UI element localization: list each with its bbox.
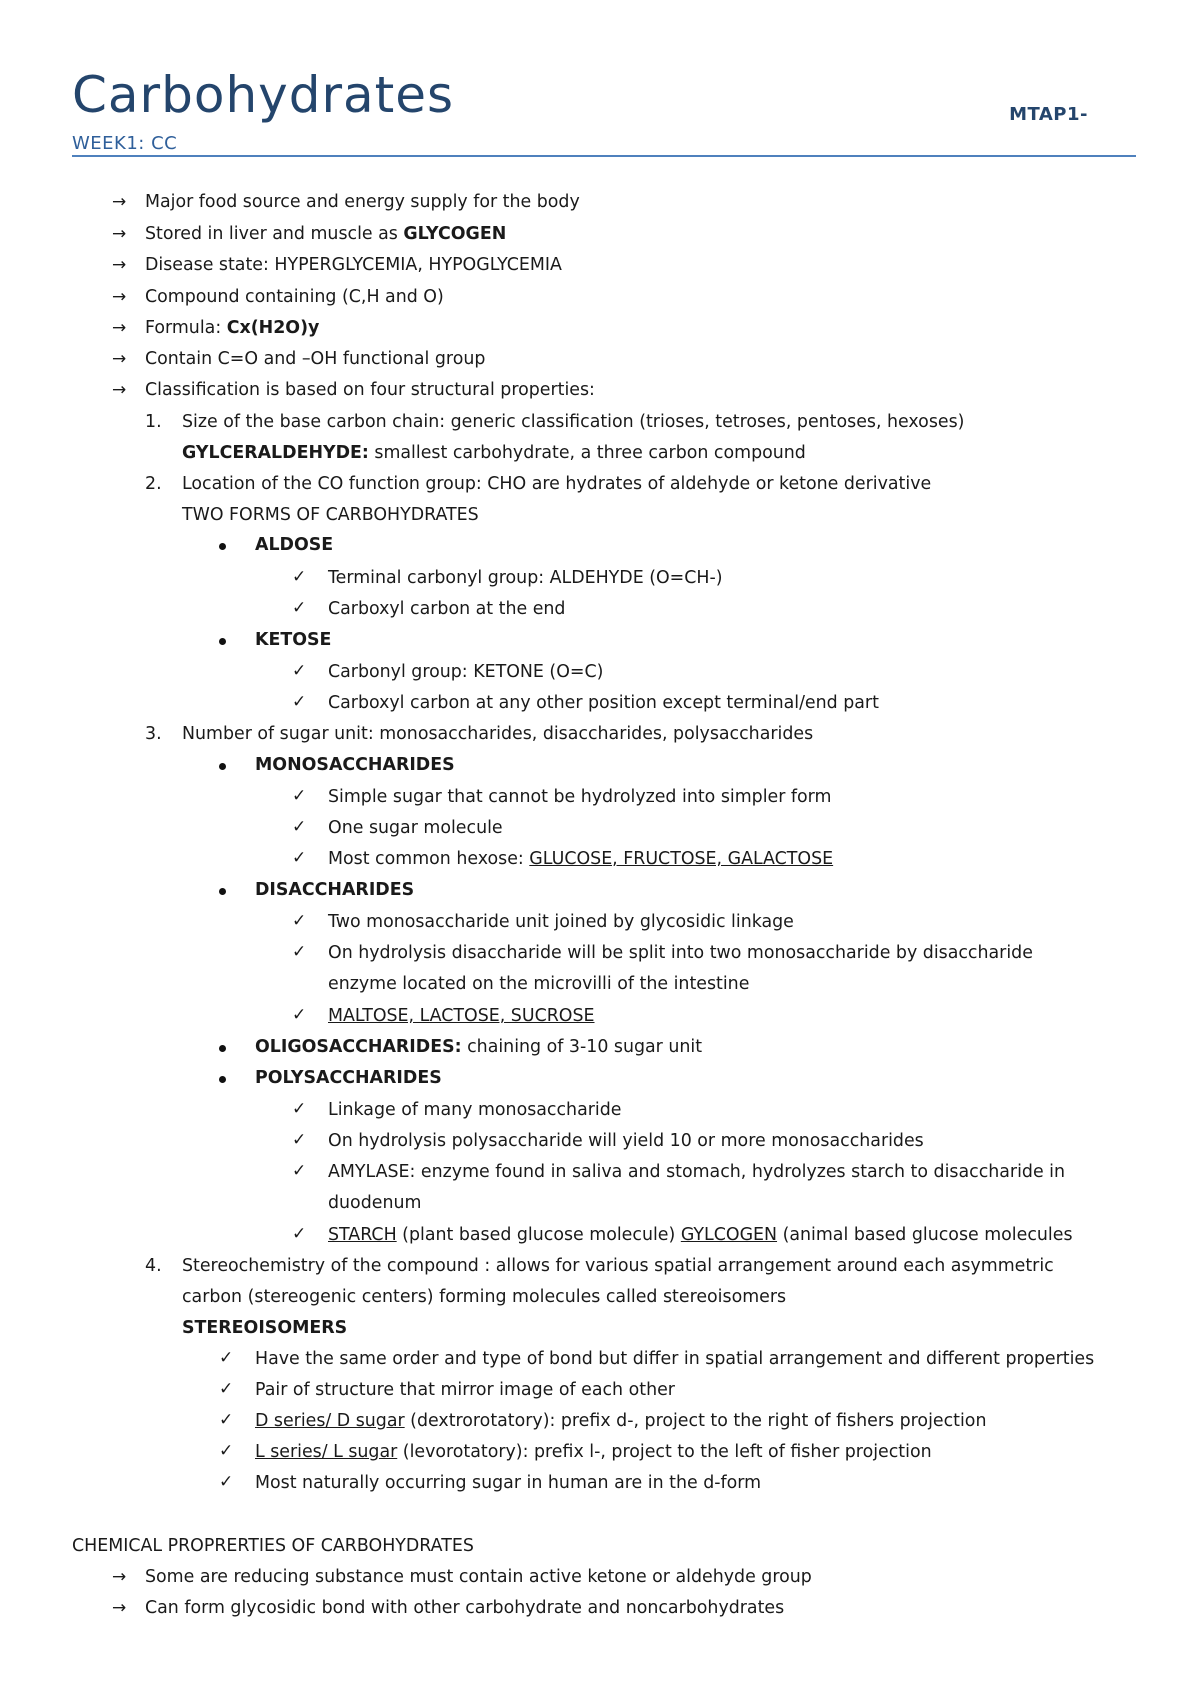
page-title: Carbohydrates [72,66,455,124]
intro-line: Disease state: HYPERGLYCEMIA, HYPOGLYCEMIA [145,255,562,275]
arrow-icon: → [112,318,127,338]
check-icon: ✓ [292,1224,307,1244]
bullet-icon [219,1076,226,1083]
bullet-icon [219,763,226,770]
d-series-term: D series/ D sugar [255,1411,405,1431]
list-number: 3. [145,724,162,744]
arrow-icon: → [112,380,127,400]
chemical-heading: CHEMICAL PROPRERTIES OF CARBOHYDRATES [72,1536,474,1556]
check-icon: ✓ [292,942,307,962]
mono-heading: MONOSACCHARIDES [255,755,455,775]
glyceraldehyde-term: GYLCERALDEHYDE: [182,443,369,463]
arrow-icon: → [112,1567,127,1587]
arrow-icon: → [112,1598,127,1618]
starch-text: (plant based glucose molecule) [396,1225,681,1245]
hexose-list: GLUCOSE, FRUCTOSE, GALACTOSE [529,849,834,869]
stereo-point: Most naturally occurring sugar in human are in the d-form [255,1473,762,1493]
stereo-point: Have the same order and type of bond but differ in spatial arrangement and different properties [255,1349,1095,1369]
check-icon: ✓ [219,1441,234,1461]
item3-text: Number of sugar unit: monosaccharides, disaccharides, polysaccharides [182,724,814,744]
poly-point: On hydrolysis polysaccharide will yield 10 or more monosaccharides [328,1131,924,1151]
check-icon: ✓ [292,1005,307,1025]
list-number: 1. [145,412,162,432]
check-icon: ✓ [219,1379,234,1399]
aldose-point: Carboxyl carbon at the end [328,599,566,619]
item1-note-text: smallest carbohydrate, a three carbon compound [368,443,806,463]
intro-text: Formula: [145,318,227,338]
intro-line: Major food source and energy supply for the body [145,192,580,212]
check-icon: ✓ [219,1410,234,1430]
check-icon: ✓ [292,567,307,587]
item2-text: Location of the CO function group: CHO are hydrates of aldehyde or ketone derivative [182,474,932,494]
stereo-point [255,1444,932,1461]
item1-note [182,445,806,462]
bullet-icon [219,1045,226,1052]
item4-text-continued: carbon (stereogenic centers) forming molecules called stereoisomers [182,1287,787,1307]
check-icon: ✓ [292,786,307,806]
l-series-text: (levorotatory): prefix l-, project to the left of fisher projection [397,1442,932,1462]
d-series-text: (dextrorotatory): prefix d-, project to the right of fishers projection [404,1411,987,1431]
check-icon: ✓ [219,1472,234,1492]
formula-term: Cx(H2O)y [226,318,320,338]
chemical-point: Some are reducing substance must contain active ketone or aldehyde group [145,1567,812,1587]
glycogen-text: (animal based glucose molecules [777,1225,1073,1245]
di-examples: MALTOSE, LACTOSE, SUCROSE [328,1006,595,1026]
intro-line: Compound containing (C,H and O) [145,287,444,307]
poly-heading: POLYSACCHARIDES [255,1068,442,1088]
item4-text: Stereochemistry of the compound : allows for various spatial arrangement around each asymmetric [182,1256,1054,1276]
check-icon: ✓ [292,1099,307,1119]
arrow-icon: → [112,255,127,275]
check-icon: ✓ [292,817,307,837]
list-number: 4. [145,1256,162,1276]
check-icon: ✓ [292,911,307,931]
check-icon: ✓ [292,598,307,618]
arrow-icon: → [112,224,127,244]
arrow-icon: → [112,349,127,369]
bullet-icon [219,638,226,645]
check-icon: ✓ [292,1130,307,1150]
oligo-heading: OLIGOSACCHARIDES: [255,1037,462,1057]
stereo-point: Pair of structure that mirror image of each other [255,1380,675,1400]
stereo-point [255,1413,986,1430]
mono-point [328,851,833,868]
intro-line [145,320,319,337]
intro-line: Contain C=O and –OH functional group [145,349,486,369]
di-point: Two monosaccharide unit joined by glycosidic linkage [328,912,794,932]
oligo-line [255,1039,702,1056]
intro-text: Stored in liver and muscle as [145,224,404,244]
check-icon: ✓ [292,848,307,868]
check-icon: ✓ [292,692,307,712]
bullet-icon [219,888,226,895]
arrow-icon: → [112,192,127,212]
oligo-text: chaining of 3-10 sugar unit [461,1037,703,1057]
mono-point: One sugar molecule [328,818,503,838]
poly-point-continued: duodenum [328,1193,422,1213]
title-divider [72,155,1136,157]
stereoisomers-heading: STEREOISOMERS [182,1318,348,1338]
di-heading: DISACCHARIDES [255,880,415,900]
bullet-icon [219,543,226,550]
mono-point-text: Most common hexose: [328,849,530,869]
arrow-icon: → [112,287,127,307]
aldose-point: Terminal carbonyl group: ALDEHYDE (O=CH-) [328,568,723,588]
glycogen-term: GLYCOGEN [403,224,507,244]
poly-point: AMYLASE: enzyme found in saliva and stomach, hydrolyzes starch to disaccharide in [328,1162,1066,1182]
check-icon: ✓ [292,661,307,681]
di-point-continued: enzyme located on the microvilli of the intestine [328,974,750,994]
mono-point: Simple sugar that cannot be hydrolyzed into simpler form [328,787,832,807]
course-code: MTAP1- [1009,104,1088,125]
intro-line [145,226,506,243]
list-number: 2. [145,474,162,494]
aldose-heading: ALDOSE [255,535,334,555]
item1-text: Size of the base carbon chain: generic classification (trioses, tetroses, pentoses, hexoses) [182,412,965,432]
starch-term: STARCH [328,1225,397,1245]
di-point: On hydrolysis disaccharide will be split into two monosaccharide by disaccharide [328,943,1033,963]
ketose-point: Carboxyl carbon at any other position except terminal/end part [328,693,879,713]
check-icon: ✓ [292,1161,307,1181]
chemical-point: Can form glycosidic bond with other carbohydrate and noncarbohydrates [145,1598,785,1618]
ketose-point: Carbonyl group: KETONE (O=C) [328,662,604,682]
ketose-heading: KETOSE [255,630,332,650]
page-subtitle: WEEK1: CC [72,133,178,154]
poly-point: Linkage of many monosaccharide [328,1100,622,1120]
intro-line: Classification is based on four structural properties: [145,380,595,400]
check-icon: ✓ [219,1348,234,1368]
item2-forms: TWO FORMS OF CARBOHYDRATES [182,505,479,525]
l-series-term: L series/ L sugar [255,1442,398,1462]
glycogen-term: GYLCOGEN [680,1225,778,1245]
poly-point [328,1227,1073,1244]
